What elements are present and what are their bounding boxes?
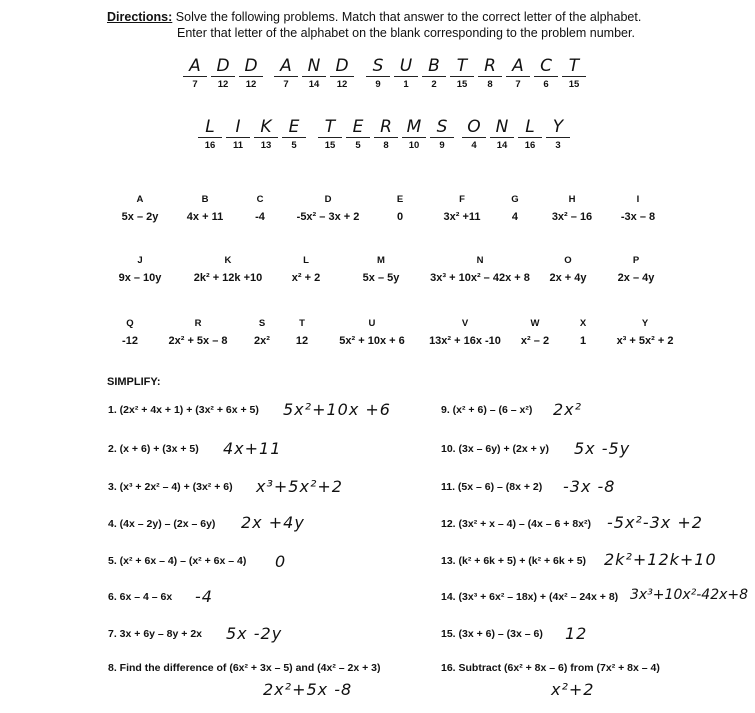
- answer-key-letter: U: [368, 318, 376, 329]
- answer-key-item: [429, 318, 501, 347]
- slot-letter: D: [211, 56, 235, 77]
- slot-letter: O: [462, 117, 486, 138]
- puzzle-row-1-slot[interactable]: [211, 56, 235, 91]
- puzzle-row-2-slot[interactable]: [518, 117, 542, 152]
- answer-key-item: [119, 255, 162, 284]
- answer-3[interactable]: x³+5x²+2: [256, 477, 343, 496]
- answer-13[interactable]: 2k²+12k+10: [604, 550, 717, 569]
- slot-letter: C: [534, 56, 558, 77]
- problem-11: 11. (5x – 6) – (8x + 2): [441, 481, 543, 493]
- answer-key-item: [122, 194, 159, 223]
- slot-letter: D: [330, 56, 354, 77]
- answer-key-item: [122, 318, 138, 347]
- answer-key-expression: 2k² + 12k +10: [193, 272, 263, 284]
- answer-key-letter: N: [476, 255, 484, 266]
- puzzle-row-1-slot[interactable]: [330, 56, 354, 91]
- problem-1: 1. (2x² + 4x + 1) + (3x² + 6x + 5): [108, 404, 259, 416]
- slot-number: 11: [232, 140, 244, 151]
- answer-key-letter: W: [530, 318, 540, 329]
- slot-letter: Y: [546, 117, 570, 138]
- answer-key-item: [292, 255, 320, 284]
- slot-number: 4: [471, 140, 477, 151]
- slot-letter: I: [226, 117, 250, 138]
- answer-key-item: [296, 318, 308, 347]
- answer-10[interactable]: 5x -5y: [574, 439, 631, 458]
- puzzle-row-1-slot[interactable]: [302, 56, 326, 91]
- slot-number: 1: [403, 79, 409, 90]
- problem-2: 2. (x + 6) + (3x + 5): [108, 443, 199, 455]
- answer-2[interactable]: 4x+11: [223, 439, 282, 458]
- answer-key-expression: 2x – 4y: [617, 272, 655, 284]
- answer-key-letter: R: [194, 318, 202, 329]
- answer-key-expression: 4x + 11: [186, 211, 224, 223]
- answer-key-letter: F: [459, 194, 465, 205]
- answer-key-letter: A: [136, 194, 144, 205]
- slot-letter: L: [198, 117, 222, 138]
- puzzle-row-2-slot[interactable]: [546, 117, 570, 152]
- puzzle-row-1-slot[interactable]: [478, 56, 502, 91]
- answer-key-expression: 12: [295, 335, 309, 347]
- directions-label: Directions:: [107, 10, 173, 24]
- answer-key-item: [194, 255, 263, 284]
- puzzle-row-2-slot[interactable]: [402, 117, 426, 152]
- answer-key-expression: x² – 2: [520, 335, 550, 347]
- slot-number: 10: [408, 140, 420, 151]
- answer-key-letter: S: [258, 318, 266, 329]
- puzzle-row-1-slot[interactable]: [366, 56, 390, 91]
- answer-key-letter: L: [303, 255, 309, 266]
- slot-letter: R: [374, 117, 398, 138]
- slot-number: 9: [375, 79, 381, 90]
- answer-4[interactable]: 2x +4y: [241, 513, 305, 532]
- answer-8[interactable]: 2x²+5x -8: [263, 680, 353, 699]
- answer-key-expression: 2x²: [254, 335, 270, 347]
- simplify-heading: SIMPLIFY:: [107, 376, 161, 388]
- answer-key-expression: x³ + 5x² + 2: [616, 335, 674, 347]
- answer-key-letter: J: [137, 255, 143, 266]
- answer-key-item: [187, 194, 223, 223]
- problem-5: 5. (x² + 6x – 4) – (x² + 6x – 4): [108, 555, 247, 567]
- answer-5[interactable]: 0: [275, 552, 287, 571]
- slot-number: 13: [260, 140, 272, 151]
- answer-key-letter: M: [377, 255, 385, 266]
- answer-key-expression: -4: [255, 211, 265, 223]
- slot-number: 15: [568, 79, 580, 90]
- answer-key-item: [363, 255, 400, 284]
- answer-key-item: [255, 194, 265, 223]
- slot-number: 15: [324, 140, 336, 151]
- problem-13: 13. (k² + 6k + 5) + (k² + 6k + 5): [441, 555, 587, 567]
- answer-14[interactable]: 3x³+10x²-42x+8: [630, 587, 749, 603]
- answer-key-expression: 0: [396, 211, 404, 223]
- answer-6[interactable]: -4: [195, 587, 213, 606]
- answer-15[interactable]: 12: [565, 624, 588, 643]
- answer-key-expression: -12: [122, 335, 138, 347]
- slot-number: 7: [515, 79, 521, 90]
- slot-number: 12: [217, 79, 229, 90]
- answer-key-item: [618, 255, 655, 284]
- slot-number: 12: [245, 79, 257, 90]
- answer-key-letter: V: [461, 318, 469, 329]
- answer-key-letter: D: [324, 194, 332, 205]
- slot-number: 16: [204, 140, 216, 151]
- directions-line-1: Solve the following problems. Match that answer to the correct letter of the alphabet.: [175, 10, 642, 24]
- answer-key-expression: 2x² + 5x – 8: [168, 335, 228, 347]
- slot-letter: A: [274, 56, 298, 77]
- answer-key-item: [339, 318, 404, 347]
- slot-letter: U: [394, 56, 418, 77]
- answer-key-item: [397, 194, 403, 223]
- answer-key-expression: 9x – 10y: [118, 272, 162, 284]
- puzzle-row-2-slot[interactable]: [346, 117, 370, 152]
- answer-key-item: [430, 255, 530, 284]
- slot-number: 7: [283, 79, 289, 90]
- puzzle-row-2-slot[interactable]: [254, 117, 278, 152]
- slot-number: 12: [336, 79, 348, 90]
- problem-3: 3. (x³ + 2x² – 4) + (3x² + 6): [108, 481, 233, 493]
- slot-number: 16: [524, 140, 536, 151]
- slot-letter: A: [183, 56, 207, 77]
- slot-number: 9: [439, 140, 445, 151]
- puzzle-row-1-slot[interactable]: [239, 56, 263, 91]
- answer-key-letter: B: [201, 194, 209, 205]
- directions-line-2: Enter that letter of the alphabet on the blank corresponding to the problem number.: [177, 26, 635, 40]
- puzzle-row-2-slot[interactable]: [198, 117, 222, 152]
- slot-number: 15: [456, 79, 468, 90]
- answer-key-letter: T: [299, 318, 305, 329]
- slot-letter: N: [302, 56, 326, 77]
- answer-key-item: [580, 318, 586, 347]
- answer-key-expression: -5x² – 3x + 2: [296, 211, 360, 223]
- slot-letter: T: [450, 56, 474, 77]
- answer-key-expression: 4: [511, 211, 519, 223]
- problem-4: 4. (4x – 2y) – (2x – 6y): [108, 518, 216, 530]
- answer-key-expression: 3x³ + 10x² – 42x + 8: [430, 272, 530, 284]
- answer-key-item: [617, 318, 674, 347]
- answer-16[interactable]: x²+2: [551, 680, 595, 699]
- slot-letter: S: [430, 117, 454, 138]
- slot-number: 14: [308, 79, 320, 90]
- answer-key-letter: C: [256, 194, 264, 205]
- slot-number: 14: [496, 140, 508, 151]
- slot-letter: D: [239, 56, 263, 77]
- slot-letter: E: [282, 117, 306, 138]
- slot-number: 2: [431, 79, 437, 90]
- answer-key-expression: 3x² – 16: [551, 211, 593, 223]
- problem-16: 16. Subtract (6x² + 8x – 6) from (7x² + 8x – 4): [441, 662, 660, 674]
- puzzle-row-2-slot[interactable]: [226, 117, 250, 152]
- answer-1[interactable]: 5x²+10x +6: [283, 400, 391, 419]
- puzzle-row-2-slot[interactable]: [282, 117, 306, 152]
- answer-key-expression: 5x² + 10x + 6: [339, 335, 405, 347]
- slot-number: 5: [355, 140, 361, 151]
- answer-key-expression: 3x² +11: [443, 211, 481, 223]
- answer-key-letter: K: [224, 255, 232, 266]
- problem-14: 14. (3x³ + 6x² – 18x) + (4x² – 24x + 8): [441, 591, 619, 603]
- puzzle-row-1-slot[interactable]: [274, 56, 298, 91]
- slot-number: 6: [543, 79, 549, 90]
- answer-key-expression: -3x – 8: [620, 211, 656, 223]
- slot-number: 8: [487, 79, 493, 90]
- answer-12[interactable]: -5x²-3x +2: [607, 513, 703, 532]
- answer-key-item: [621, 194, 655, 223]
- answer-key-item: [168, 318, 227, 347]
- problem-10: 10. (3x – 6y) + (2x + y): [441, 443, 549, 455]
- puzzle-row-1-slot[interactable]: [183, 56, 207, 91]
- answer-key-item: [443, 194, 480, 223]
- problem-6: 6. 6x – 4 – 6x: [108, 591, 173, 603]
- slot-letter: S: [366, 56, 390, 77]
- slot-letter: N: [490, 117, 514, 138]
- puzzle-row-1-slot[interactable]: [506, 56, 530, 91]
- slot-letter: B: [422, 56, 446, 77]
- answer-key-expression: 13x² + 16x -10: [429, 335, 501, 347]
- problem-15: 15. (3x + 6) – (3x – 6): [441, 628, 543, 640]
- problem-8: 8. Find the difference of (6x² + 3x – 5) and (4x² – 2x + 3): [108, 662, 381, 674]
- problem-9: 9. (x² + 6) – (6 – x²): [441, 404, 533, 416]
- puzzle-row-1-slot[interactable]: [394, 56, 418, 91]
- slot-letter: M: [402, 117, 426, 138]
- puzzle-row-1-slot[interactable]: [562, 56, 586, 91]
- answer-11[interactable]: -3x -8: [563, 477, 616, 496]
- puzzle-row-2-slot[interactable]: [490, 117, 514, 152]
- answer-key-item: [552, 194, 592, 223]
- puzzle-row-1-slot[interactable]: [422, 56, 446, 91]
- slot-letter: E: [346, 117, 370, 138]
- answer-key-letter: E: [396, 194, 404, 205]
- answer-key-expression: 1: [579, 335, 587, 347]
- slot-letter: L: [518, 117, 542, 138]
- answer-key-item: [297, 194, 360, 223]
- puzzle-row-2-slot[interactable]: [430, 117, 454, 152]
- answer-key-item: [254, 318, 270, 347]
- slot-letter: T: [318, 117, 342, 138]
- answer-key-expression: 5x – 2y: [121, 211, 159, 223]
- slot-number: 5: [291, 140, 297, 151]
- answer-key-expression: x² + 2: [291, 272, 321, 284]
- answer-key-letter: Y: [641, 318, 649, 329]
- answer-key-letter: G: [511, 194, 519, 205]
- puzzle-row-1-slot[interactable]: [534, 56, 558, 91]
- slot-letter: R: [478, 56, 502, 77]
- answer-key-expression: 2x + 4y: [549, 272, 587, 284]
- answer-key-letter: P: [632, 255, 640, 266]
- answer-key-item: [511, 194, 518, 223]
- answer-key-letter: Q: [126, 318, 134, 329]
- answer-key-letter: H: [568, 194, 576, 205]
- puzzle-row-1-slot[interactable]: [450, 56, 474, 91]
- slot-number: 7: [192, 79, 198, 90]
- answer-key-letter: O: [564, 255, 572, 266]
- slot-number: 3: [555, 140, 561, 151]
- slot-letter: T: [562, 56, 586, 77]
- puzzle-row-2-slot[interactable]: [374, 117, 398, 152]
- problem-12: 12. (3x² + x – 4) – (4x – 6 + 8x²): [441, 518, 592, 530]
- directions: [107, 9, 747, 25]
- puzzle-row-2-slot[interactable]: [462, 117, 486, 152]
- answer-key-item: [521, 318, 549, 347]
- slot-number: 8: [383, 140, 389, 151]
- answer-key-expression: 5x – 5y: [362, 272, 400, 284]
- problem-7: 7. 3x + 6y – 8y + 2x: [108, 628, 202, 640]
- answer-key-letter: X: [579, 318, 587, 329]
- slot-letter: A: [506, 56, 530, 77]
- answer-9[interactable]: 2x²: [553, 400, 583, 419]
- puzzle-row-2-slot[interactable]: [318, 117, 342, 152]
- answer-key-letter: I: [636, 194, 640, 205]
- slot-letter: K: [254, 117, 278, 138]
- answer-7[interactable]: 5x -2y: [226, 624, 283, 643]
- answer-key-item: [549, 255, 586, 284]
